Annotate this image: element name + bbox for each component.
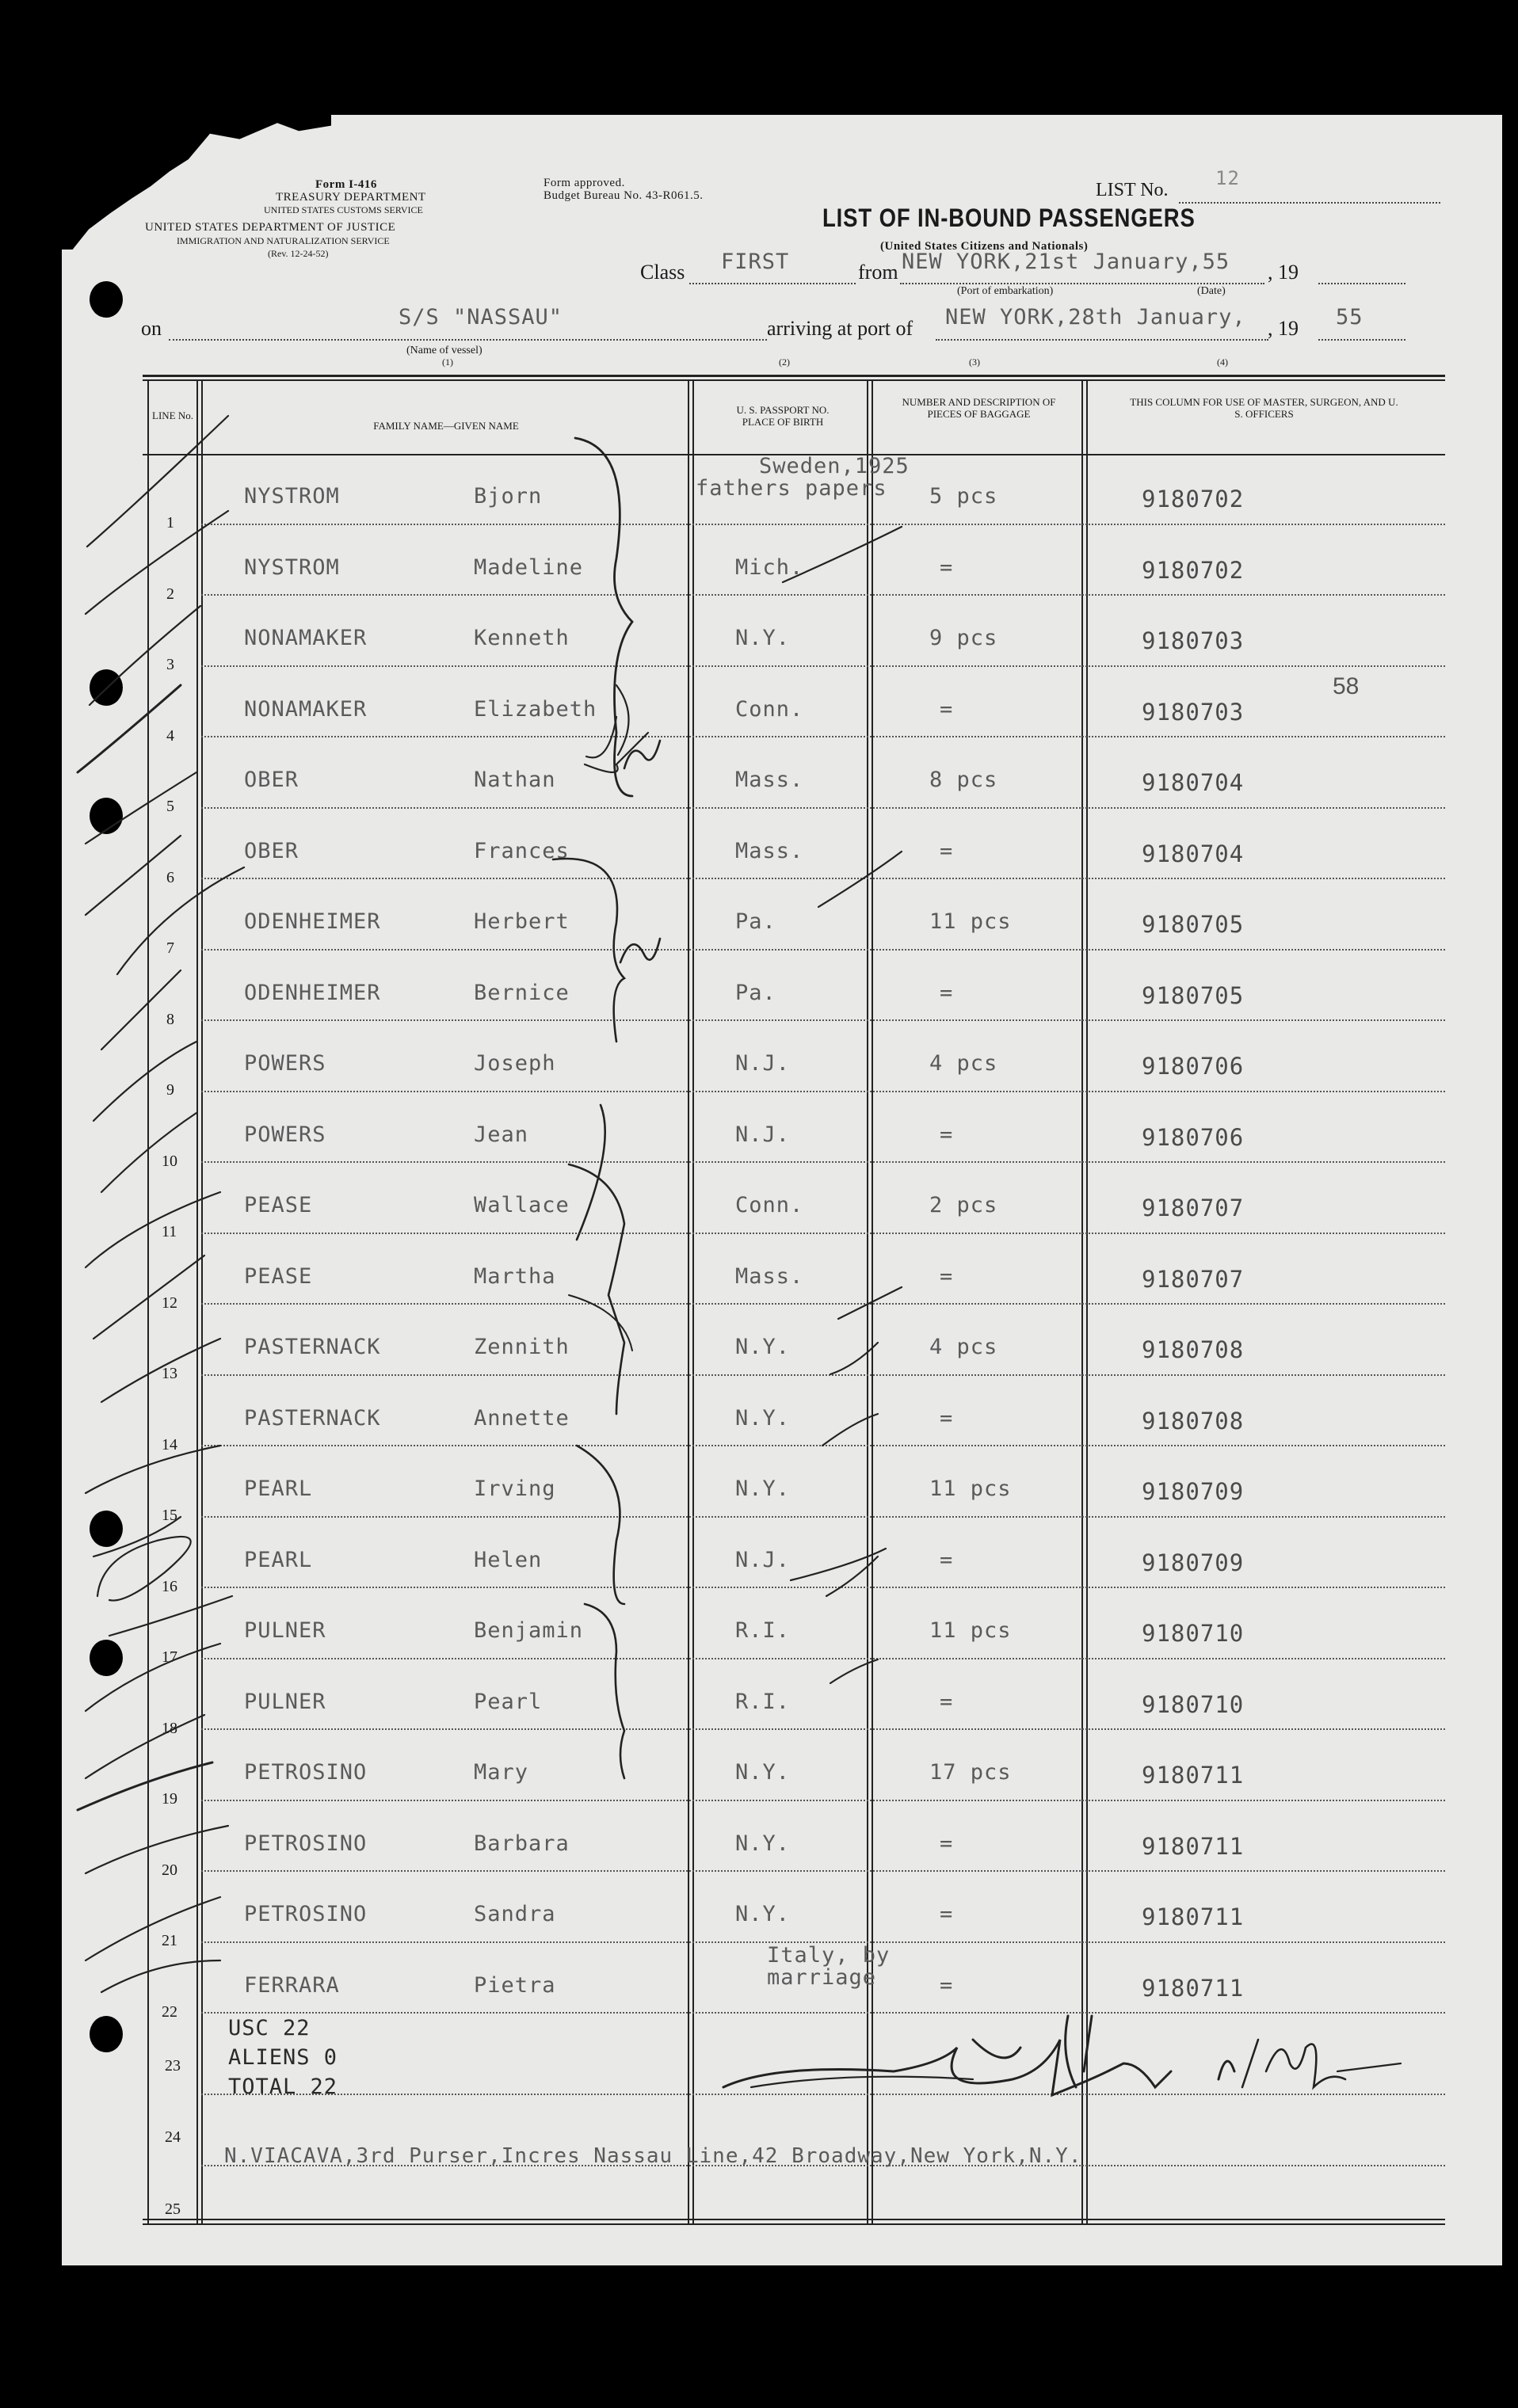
line-number: 17 [162,1648,177,1666]
customs-service: UNITED STATES CUSTOMS SERVICE [264,204,423,215]
place-of-birth: N.Y. [735,1902,791,1926]
baggage-count: = [940,980,954,1005]
baggage-count: = [940,554,954,580]
given-name: Annette [474,1405,570,1431]
form-revision: (Rev. 12-24-52) [268,248,329,259]
total-count: TOTAL 22 [228,2075,338,2099]
family-name: PETROSINO [244,1831,368,1856]
line-number: 13 [162,1365,177,1382]
year-label: , 19 [1268,261,1299,284]
column-header-baggage: NUMBER AND DESCRIPTION OF PIECES OF BAGGAGE [902,396,1056,420]
baggage-count: = [940,1263,954,1289]
officer-number: 9180705 [1142,911,1245,938]
officer-number: 9180704 [1142,769,1245,796]
line-number: 22 [162,2002,177,2021]
officer-number: 9180704 [1142,840,1245,867]
family-name: PASTERNACK [244,1335,381,1359]
line-number: 15 [162,1507,177,1524]
given-name: Benjamin [474,1618,584,1643]
given-name: Joseph [474,1051,556,1076]
officer-number: 9180709 [1142,1549,1245,1576]
line-number: 11 [162,1223,177,1240]
form-approved: Form approved. [544,177,625,189]
baggage-count: = [940,1547,954,1572]
given-name: Pearl [474,1689,543,1714]
place-of-birth-detail: marriage [767,1964,877,1990]
family-name: ODENHEIMER [244,909,381,934]
arrival-port-value: NEW YORK,28th January, [945,305,1246,330]
baggage-count: = [940,1405,954,1431]
given-name: Pietra [474,1972,556,1998]
handwritten-marks [62,115,1502,2265]
class-label: Class [640,261,685,284]
baggage-count: 17 pcs [929,1760,1012,1785]
passenger-list-sheet [62,115,1502,2265]
baggage-count: = [940,1972,954,1998]
line-number: 18 [162,1719,177,1737]
officer-number: 9180706 [1142,1053,1245,1080]
officer-number: 9180711 [1142,1762,1245,1789]
family-name: PASTERNACK [244,1405,381,1431]
line-number: 14 [162,1435,177,1454]
line-number: 1 [166,514,174,532]
baggage-count: = [940,1689,954,1714]
place-of-birth: N.Y. [735,1335,791,1359]
officer-number: 9180711 [1142,1832,1245,1860]
family-name: OBER [244,768,299,792]
given-name: Elizabeth [474,696,597,722]
given-name: Frances [474,838,570,863]
caption-4: (4) [1217,356,1228,368]
place-of-birth: Pa. [735,980,776,1005]
family-name: FERRARA [244,1972,340,1998]
line-number: 24 [165,2128,181,2146]
port-caption: (Port of embarkation) [957,285,1054,297]
list-number: 12 [1215,167,1240,189]
family-name: POWERS [244,1122,326,1147]
place-of-birth: Mass. [735,1263,804,1289]
officer-number: 9180702 [1142,486,1245,512]
family-name: ODENHEIMER [244,980,381,1005]
place-of-birth: Sweden,1925 [759,454,910,478]
given-name: Madeline [474,554,584,580]
given-name: Bjorn [474,484,543,509]
baggage-count: 11 pcs [929,1476,1012,1501]
place-of-birth: N.Y. [735,1831,791,1856]
baggage-count: 8 pcs [929,768,998,792]
officer-number: 9180707 [1142,1265,1245,1293]
line-number: 4 [166,726,174,745]
line-number: 12 [162,1294,177,1312]
baggage-count: 2 pcs [929,1193,998,1217]
place-of-birth: Conn. [735,1193,804,1217]
vessel-caption: (Name of vessel) [406,345,482,356]
caption-3: (3) [969,356,980,368]
place-of-birth: Mass. [735,768,804,792]
place-of-birth: N.J. [735,1122,791,1147]
purser-statement: N.VIACAVA,3rd Purser,Incres Nassau Line,42 Broadway,New York,N.Y. [224,2144,1082,2168]
class-value: FIRST [721,250,790,274]
family-name: OBER [244,838,299,863]
date-caption: (Date) [1197,285,1226,297]
line-number: 16 [162,1577,177,1595]
line-number: 8 [166,1010,174,1028]
place-of-birth: Pa. [735,909,776,934]
year-label-2: , 19 [1268,317,1299,340]
aliens-count: ALIENS 0 [228,2045,338,2070]
given-name: Barbara [474,1831,570,1856]
line-number: 5 [166,798,174,815]
family-name: PEARL [244,1547,313,1572]
given-name: Herbert [474,909,570,934]
us-citizens-count: USC 22 [228,2016,311,2040]
list-no-label: LIST No. [1096,180,1169,200]
baggage-count: = [940,1122,954,1147]
on-label: on [141,317,162,340]
line-number: 23 [165,2057,181,2075]
family-name: PULNER [244,1618,326,1643]
column-header-officers: THIS COLUMN FOR USE OF MASTER, SURGEON, AND U. S. OFFICERS [1130,396,1398,420]
arrival-year-value: 55 [1336,305,1364,330]
family-name: POWERS [244,1051,326,1076]
baggage-count: = [940,1902,954,1926]
given-name: Zennith [474,1335,570,1359]
line-number: 3 [166,656,174,673]
baggage-count: 11 pcs [929,1618,1012,1643]
line-number: 21 [162,1932,177,1949]
given-name: Nathan [474,768,556,792]
line-number: 2 [166,585,174,603]
column-header-line-no: LINE No. [152,410,193,421]
caption-1: (1) [442,356,453,368]
family-name: NONAMAKER [244,626,368,650]
officer-number: 9180703 [1142,698,1245,726]
place-of-birth: N.Y. [735,1476,791,1501]
officer-number: 9180711 [1142,1903,1245,1930]
officer-number: 9180707 [1142,1194,1245,1221]
place-of-birth: Mass. [735,838,804,863]
from-label: from [858,261,898,284]
department-of-justice: UNITED STATES DEPARTMENT OF JUSTICE [145,221,396,234]
officer-number: 9180710 [1142,1620,1245,1647]
family-name: PEASE [244,1263,313,1289]
given-name: Bernice [474,980,570,1005]
place-of-birth: N.Y. [735,1760,791,1785]
line-number: 25 [165,2200,181,2218]
officer-number: 9180703 [1142,627,1245,654]
given-name: Jean [474,1122,529,1147]
officer-number: 9180706 [1142,1123,1245,1151]
document-subtitle: (United States Citizens and Nationals) [880,240,1089,253]
immigration-service: IMMIGRATION AND NATURALIZATION SERVICE [177,235,390,246]
line-number: 6 [166,868,174,886]
margin-note: 58 [1333,673,1360,699]
baggage-count: = [940,696,954,722]
place-of-birth: N.Y. [735,626,791,650]
officer-number: 9180710 [1142,1690,1245,1718]
place-of-birth: Italy, by [767,1942,891,1968]
given-name: Irving [474,1476,556,1501]
family-name: NONAMAKER [244,696,368,722]
family-name: NYSTROM [244,484,340,509]
place-of-birth-detail: fathers papers [696,476,887,501]
line-number: 19 [162,1790,177,1808]
officer-number: 9180711 [1142,1974,1245,2002]
port-of-embarkation-value: NEW YORK,21st January,55 [902,250,1230,274]
place-of-birth: R.I. [735,1689,791,1714]
officer-number: 9180708 [1142,1336,1245,1363]
column-header-passport: U. S. PASSPORT NO. PLACE OF BIRTH [736,404,830,428]
officer-number: 9180709 [1142,1478,1245,1505]
family-name: PETROSINO [244,1902,368,1926]
family-name: PULNER [244,1689,326,1714]
given-name: Martha [474,1263,556,1289]
family-name: PEARL [244,1476,313,1501]
given-name: Kenneth [474,626,570,650]
column-header-name: FAMILY NAME—GIVEN NAME [373,420,519,432]
officer-number: 9180708 [1142,1407,1245,1435]
place-of-birth: Mich. [735,554,804,580]
place-of-birth: N.J. [735,1051,791,1076]
form-number: Form I-416 [315,178,377,191]
baggage-count: 9 pcs [929,626,998,650]
baggage-count: 11 pcs [929,909,1012,934]
arriving-label: arriving at port of [767,317,913,340]
baggage-count: 5 pcs [929,484,998,509]
vessel-name-value: S/S "NASSAU" [399,305,563,330]
place-of-birth: R.I. [735,1618,791,1643]
document-title: LIST OF IN-BOUND PASSENGERS [822,204,1196,232]
family-name: NYSTROM [244,554,340,580]
given-name: Sandra [474,1902,556,1926]
line-number: 9 [166,1081,174,1099]
officer-number: 9180702 [1142,556,1245,584]
baggage-count: = [940,1831,954,1856]
line-number: 10 [162,1152,177,1170]
line-number: 7 [166,939,174,957]
caption-2: (2) [779,356,790,368]
baggage-count: 4 pcs [929,1051,998,1076]
family-name: PEASE [244,1193,313,1217]
place-of-birth: N.J. [735,1547,791,1572]
given-name: Helen [474,1547,543,1572]
place-of-birth: N.Y. [735,1405,791,1431]
given-name: Mary [474,1760,529,1785]
treasury-department: TREASURY DEPARTMENT [276,191,426,204]
place-of-birth: Conn. [735,696,804,722]
baggage-count: 4 pcs [929,1335,998,1359]
line-number: 20 [162,1861,177,1879]
officer-number: 9180705 [1142,981,1245,1009]
given-name: Wallace [474,1193,570,1217]
budget-bureau-number: Budget Bureau No. 43-R061.5. [544,189,704,202]
family-name: PETROSINO [244,1760,368,1785]
baggage-count: = [940,838,954,863]
